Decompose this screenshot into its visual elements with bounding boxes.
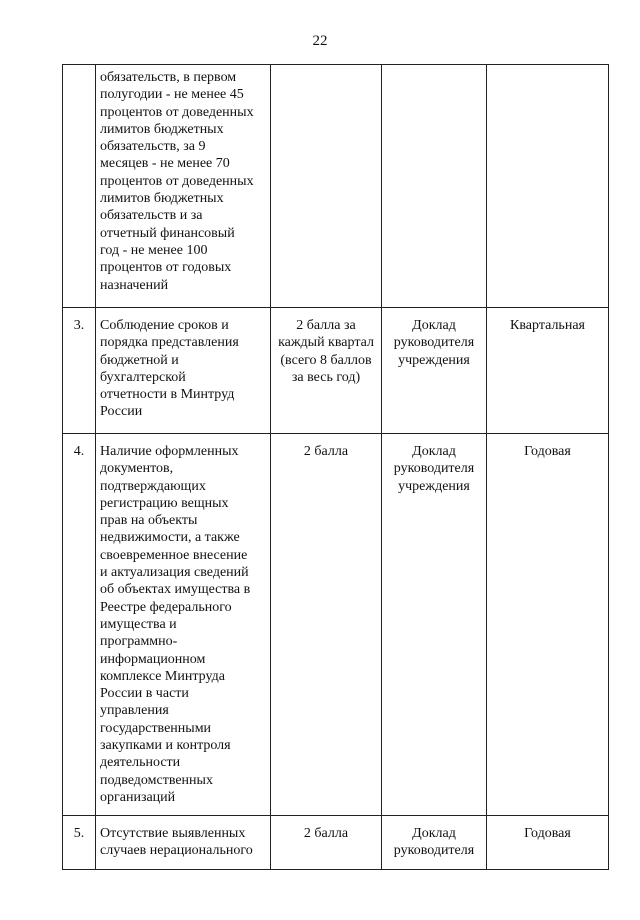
criterion-description-cell: Соблюдение сроков и порядка представления бюджетной и бухгалтерской отчетности в Минтруд России <box>96 308 271 434</box>
table-row-4 <box>63 434 609 816</box>
table-row-3 <box>63 308 609 434</box>
source-cell: Доклад руководителя <box>382 816 487 870</box>
row-number-cell: 3. <box>63 308 96 434</box>
table-row-continuation <box>63 65 609 308</box>
period-cell: Квартальная <box>487 308 609 434</box>
page-number: 22 <box>312 33 328 49</box>
source-cell <box>382 65 487 308</box>
table-row-5 <box>63 816 609 870</box>
row-number-cell: 5. <box>63 816 96 870</box>
criterion-description-cell: Отсутствие выявленных случаев нерационального <box>96 816 271 870</box>
criteria-table <box>62 64 609 870</box>
score-cell: 2 балла <box>271 816 382 870</box>
score-cell <box>271 65 382 308</box>
period-cell: Годовая <box>487 816 609 870</box>
source-cell: Доклад руководителя учреждения <box>382 434 487 816</box>
criterion-description-cell: Наличие оформленных документов, подтверждающих регистрацию вещных прав на объекты недвижимости, а также своевременное внесение и актуализация сведений об объектах имущества в Реестре федерального имущества и программно- информационном комплексе Минтруда России в части управления государственными закупками и контроля деятельности подведомственных организаций <box>96 434 271 816</box>
criterion-description-cell: обязательств, в первом полугодии - не менее 45 процентов от доведенных лимитов бюджетных обязательств, за 9 месяцев - не менее 70 процентов от доведенных лимитов бюджетных обязательств и за отчетный финансовый год - не менее 100 процентов от годовых назначений <box>96 65 271 308</box>
period-cell: Годовая <box>487 434 609 816</box>
row-number-cell <box>63 65 96 308</box>
row-number-cell: 4. <box>63 434 96 816</box>
score-cell: 2 балла за каждый квартал (всего 8 баллов за весь год) <box>271 308 382 434</box>
score-cell: 2 балла <box>271 434 382 816</box>
source-cell: Доклад руководителя учреждения <box>382 308 487 434</box>
period-cell <box>487 65 609 308</box>
